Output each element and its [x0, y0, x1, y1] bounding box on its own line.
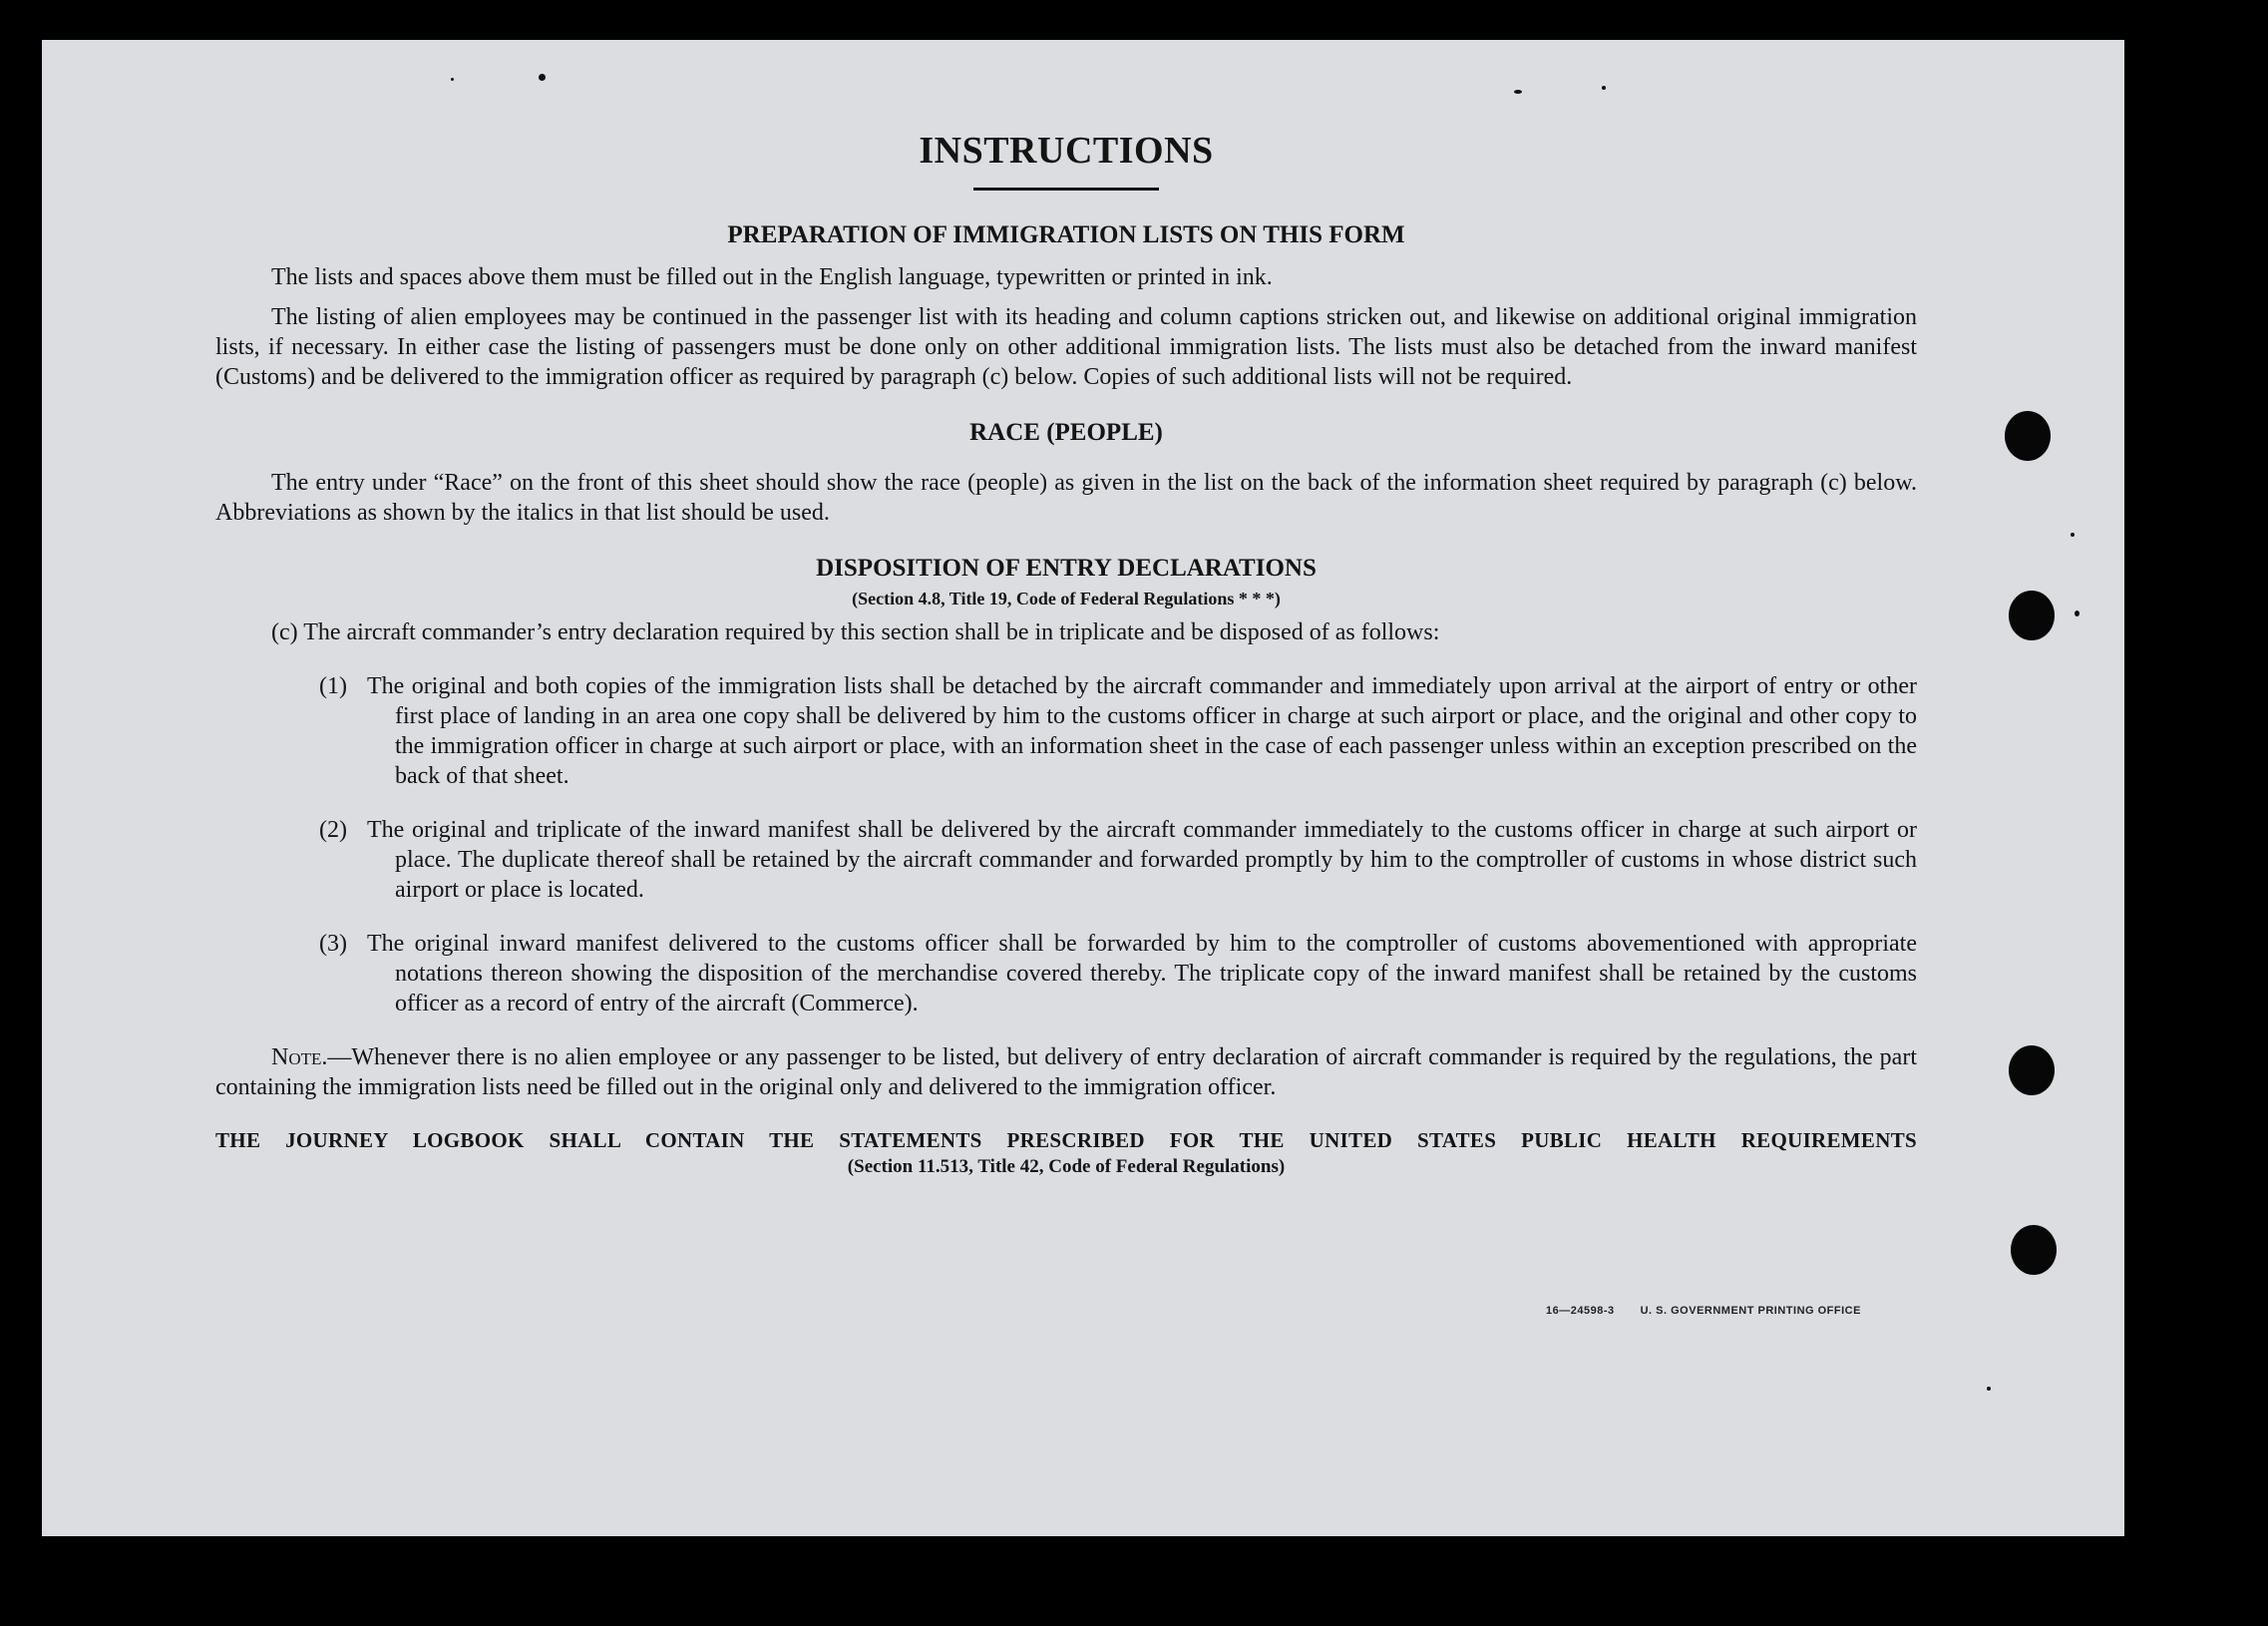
document-content [215, 124, 1917, 1180]
list-item-text: The original and triplicate of the inward manifest shall be delivered by the aircraft commander immediately to the customs officer in charge at such airport or place. The duplicate thereof shall be retained by the aircraft commander and forwarded promptly by him to the comptroller of customs in whose district such airport or place is located. [367, 817, 1917, 903]
note-text: —Whenever there is no alien employee or any passenger to be listed, but delivery of entry declaration of aircraft commander is required by the regulations, the part containing the immigration lists need be filled out in the original only and delivered to the immigration officer. [215, 1044, 1917, 1100]
speck-mark [1602, 86, 1606, 90]
printer-name: U. S. GOVERNMENT PRINTING OFFICE [1640, 1305, 1861, 1317]
citation-title-19: (Section 4.8, Title 19, Code of Federal Regulations * * *) [852, 589, 1281, 609]
clause-c: (c) The aircraft commander’s entry declaration required by this section shall be in triplicate and be disposed of as follows: [271, 619, 1440, 645]
punch-hole-icon [2011, 1225, 2057, 1275]
paragraph-race: The entry under “Race” on the front of this sheet should show the race (people) as given in the list on the back of the information sheet required by paragraph (c) below. Abbreviations as shown by the italics in that list should be used. [215, 470, 1917, 526]
title-underline [973, 188, 1159, 191]
document-sheet [42, 40, 2124, 1536]
section-heading-preparation: PREPARATION OF IMMIGRATION LISTS ON THIS FORM [727, 221, 1405, 248]
punch-hole-icon [2005, 411, 2051, 461]
list-item-text: The original inward manifest delivered to the customs officer shall be forwarded by him to the comptroller of customs abovementioned with appropriate notations thereon showing the disposition of the merchandise covered thereby. The triplicate copy of the inward manifest shall be retained by the customs officer as a record of entry of the aircraft (Commerce). [367, 931, 1917, 1016]
list-item [215, 929, 1917, 1018]
list-item [215, 671, 1917, 791]
list-item-text: The original and both copies of the immigration lists shall be detached by the aircraft commander and immediately upon arrival at the airport of entry or other first place of landing in an area one copy shall be delivered by him to the customs officer in charge at such airport or place, and the original and other copy to the immigration officer in charge at such airport or place, with an information sheet in the case of each passenger unless within an exception prescribed on the back of that sheet. [367, 673, 1917, 789]
list-item [215, 815, 1917, 905]
list-item-number: (3) [319, 931, 347, 957]
speck-mark [2071, 533, 2075, 537]
punch-hole-icon [2009, 1045, 2055, 1095]
note-label: Note. [271, 1044, 328, 1070]
section-heading-race: RACE (PEOPLE) [969, 419, 1163, 446]
speck-mark [451, 78, 454, 81]
printer-footer [1546, 1305, 1887, 1317]
citation-title-42: (Section 11.513, Title 42, Code of Federal Regulations) [847, 1156, 1286, 1177]
public-health-statement: THE JOURNEY LOGBOOK SHALL CONTAIN THE STATEMENTS PRESCRIBED FOR THE UNITED STATES PUBLIC HEALTH REQUIREMENTS [215, 1128, 1917, 1152]
list-item-number: (2) [319, 817, 347, 843]
speck-mark [1987, 1387, 1991, 1391]
note-paragraph [215, 1042, 1917, 1102]
speck-mark [1514, 90, 1522, 94]
speck-mark [2075, 610, 2079, 616]
paragraph-alien-employees: The listing of alien employees may be continued in the passenger list with its heading and column captions stricken out, and likewise on additional original immigration lists, if necessary. In either case the listing of passengers must be done only on other additional immigration lists. The lists must also be detached from the inward manifest (Customs) and be delivered to the immigration officer as required by paragraph (c) below. Copies of such additional lists will not be required. [215, 304, 1917, 390]
list-item-number: (1) [319, 673, 347, 699]
form-number: 16—24598-3 [1546, 1305, 1615, 1317]
page-title: INSTRUCTIONS [919, 130, 1214, 172]
paragraph-language: The lists and spaces above them must be filled out in the English language, typewritten or printed in ink. [271, 264, 1273, 290]
punch-hole-icon [2009, 591, 2055, 640]
speck-mark [539, 74, 546, 81]
section-heading-disposition: DISPOSITION OF ENTRY DECLARATIONS [816, 555, 1317, 582]
